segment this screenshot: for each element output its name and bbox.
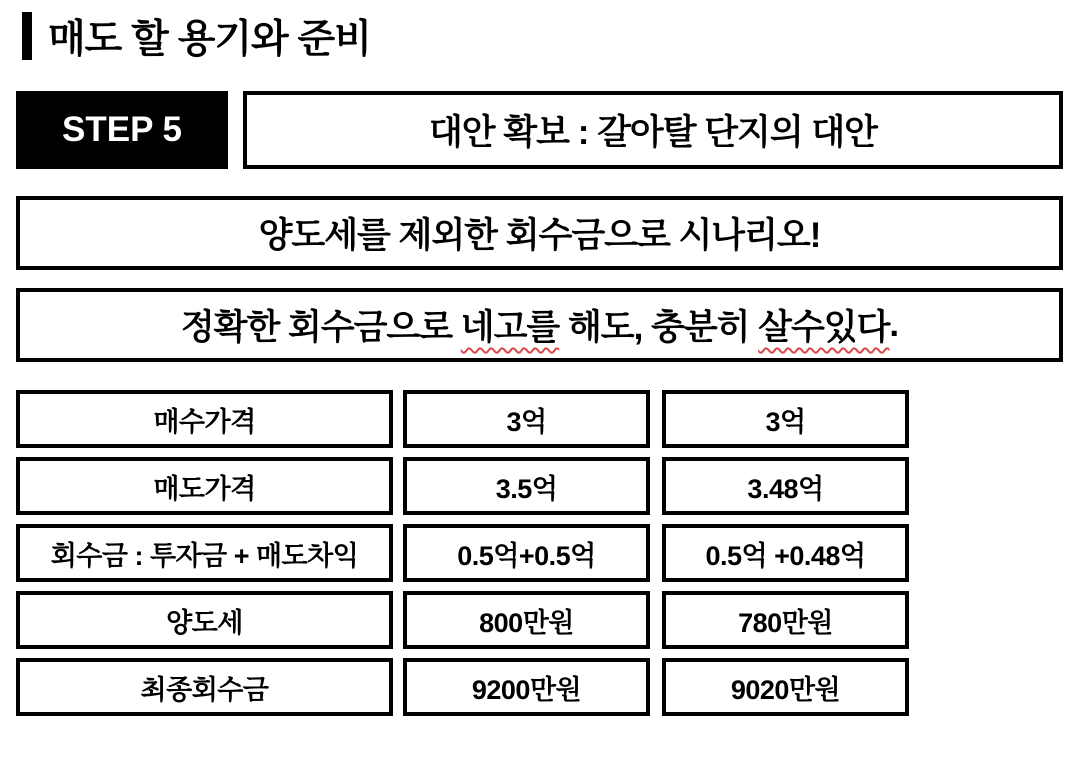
page-title: 매도 할 용기와 준비 [48, 18, 371, 61]
step-title-box: 대안 확보 : 갈아탈 단지의 대안 [243, 91, 1063, 169]
row-label-cell: 매수가격 [16, 390, 393, 448]
row-label-cell: 양도세 [16, 591, 393, 649]
table-row [16, 390, 909, 448]
scenario1-cell: 3억 [403, 390, 650, 448]
banner-nego-text-part1: 정확한 회수금으로 [180, 308, 461, 347]
table-row [16, 591, 909, 649]
scenario1-cell: 9200만원 [403, 658, 650, 716]
row-label-cell: 최종회수금 [16, 658, 393, 716]
banner-nego-misspelled-word-2: 살수있다 [758, 308, 890, 347]
scenario2-cell: 9020만원 [662, 658, 909, 716]
banner-scenario: 양도세를 제외한 회수금으로 시나리오! [16, 196, 1063, 270]
table-row [16, 457, 909, 515]
scenario1-cell: 3.5억 [403, 457, 650, 515]
scenario2-cell: 0.5억 +0.48억 [662, 524, 909, 582]
scenario-table [16, 390, 909, 716]
table-row [16, 658, 909, 716]
scenario2-cell: 780만원 [662, 591, 909, 649]
row-label-cell: 회수금 : 투자금 + 매도차익 [16, 524, 393, 582]
scenario1-cell: 800만원 [403, 591, 650, 649]
scenario1-cell: 0.5억+0.5억 [403, 524, 650, 582]
banner-nego [16, 288, 1063, 362]
scenario2-cell: 3억 [662, 390, 909, 448]
scenario2-cell: 3.48억 [662, 457, 909, 515]
title-row [22, 10, 371, 62]
banner-nego-misspelled-word-1: 네고를 [460, 308, 560, 347]
banner-nego-text-part3: . [889, 305, 899, 344]
banner-nego-text-part2: 해도, 충분히 [559, 308, 759, 347]
step-badge: STEP 5 [16, 91, 228, 169]
title-accent-bar [22, 12, 32, 60]
table-row [16, 524, 909, 582]
row-label-cell: 매도가격 [16, 457, 393, 515]
